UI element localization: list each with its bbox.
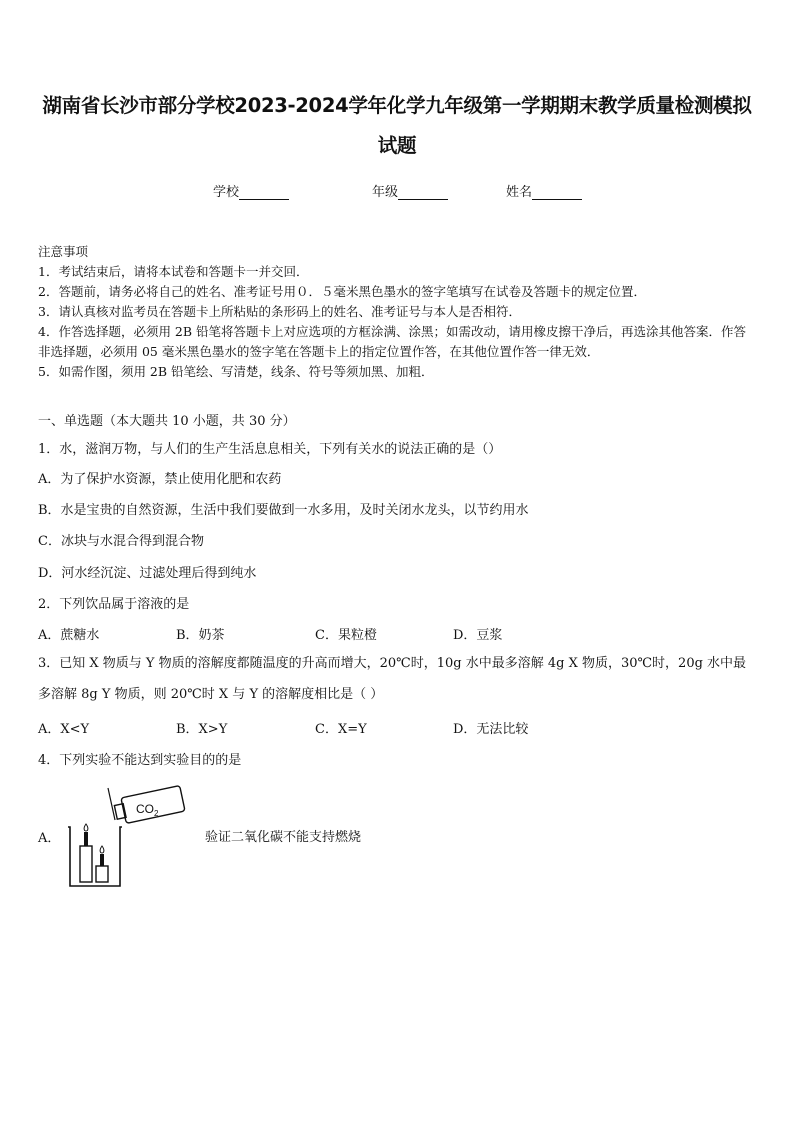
q1-option-a: A．为了保护水资源，禁止使用化肥和农药: [38, 472, 282, 487]
co2-label: $CO_2$: [136, 802, 159, 818]
q2-option-a: A．蔗糖水: [38, 628, 100, 643]
school-blank: [239, 185, 289, 200]
notice-item: 2．答题前，请务必将自己的姓名、准考证号用０．５毫米黑色墨水的签字笔填写在试卷及答题卡的规定位置．: [38, 284, 646, 299]
notice-item: 5．如需作图，须用 2B 铅笔绘、写清楚，线条、符号等须加黑、加粗．: [38, 364, 434, 379]
grade-field: [372, 181, 448, 200]
q3-option-a: A．X<Y: [38, 722, 90, 737]
pour-line: [108, 788, 115, 820]
tall-candle: [84, 832, 88, 846]
q3-option-d: D．无法比较: [453, 722, 529, 737]
section-heading: 一、单选题（本大题共 10 小题，共 30 分）: [38, 414, 296, 429]
co2-beaker-diagram: [60, 780, 190, 890]
q4-stem: 4．下列实验不能达到实验目的的是: [38, 753, 242, 768]
school-field: [213, 181, 289, 200]
q2-option-c: C．果粒橙: [315, 628, 377, 643]
q3-option-b: B．X>Y: [176, 722, 228, 737]
q2-option-d: D．豆浆: [453, 628, 503, 643]
notice-item: 4．作答选择题，必须用 2B 铅笔将答题卡上对应选项的方框涂满、涂黑；如需改动，请用橡皮擦干净后，再选涂其他答案．作答非选择题，必须用 05 毫米黑色墨水的签字笔在答题卡上的指定位置作答，在其他位置作答一律无效．: [38, 324, 747, 359]
name-label: 姓名: [506, 185, 533, 200]
q3-stem: 3．已知 X 物质与 Y 物质的溶解度都随温度的升高而增大，20℃时，10g 水中最多溶解 4g X 物质，30℃时，20g 水中最多溶解 8g Y 物质，则 20℃时 X 与 Y 的溶解度相比是（ ）: [38, 656, 747, 702]
school-label: 学校: [213, 185, 240, 200]
short-candle: [100, 854, 104, 866]
q1-option-d: D．河水经沉淀、过滤处理后得到纯水: [38, 566, 257, 581]
notice-heading: 注意事项: [38, 244, 89, 259]
q3-option-c: C．X=Y: [315, 722, 367, 737]
notice-item: 3．请认真核对监考员在答题卡上所粘贴的条形码上的姓名、准考证号与本人是否相符．: [38, 304, 521, 319]
tall-step: [80, 846, 92, 882]
grade-blank: [398, 185, 448, 200]
q4-option-a-caption: 验证二氧化碳不能支持燃烧: [205, 830, 362, 845]
q2-option-b: B．奶茶: [176, 628, 225, 643]
page-title: 湖南省长沙市部分学校2023-2024学年化学九年级第一学期期末教学质量检测模拟试题: [42, 94, 752, 157]
q4-option-a-label: A．: [38, 831, 61, 846]
name-field: [506, 181, 582, 200]
name-blank: [532, 185, 582, 200]
short-step: [96, 866, 108, 882]
q1-option-b: B．水是宝贵的自然资源，生活中我们要做到一水多用，及时关闭水龙头，以节约用水: [38, 503, 529, 518]
q1-stem: 1．水，滋润万物，与人们的生产生活息息相关，下列有关水的说法正确的是（）: [38, 442, 502, 457]
q2-stem: 2．下列饮品属于溶液的是: [38, 597, 190, 612]
notice-item: 1．考试结束后，请将本试卷和答题卡一并交回．: [38, 264, 309, 279]
grade-label: 年级: [372, 185, 399, 200]
short-candle-flame: [100, 846, 104, 853]
notice-block: [38, 242, 758, 382]
tall-candle-flame: [84, 824, 88, 831]
q1-option-c: C．冰块与水混合得到混合物: [38, 534, 204, 549]
beaker-outline: [68, 827, 122, 886]
